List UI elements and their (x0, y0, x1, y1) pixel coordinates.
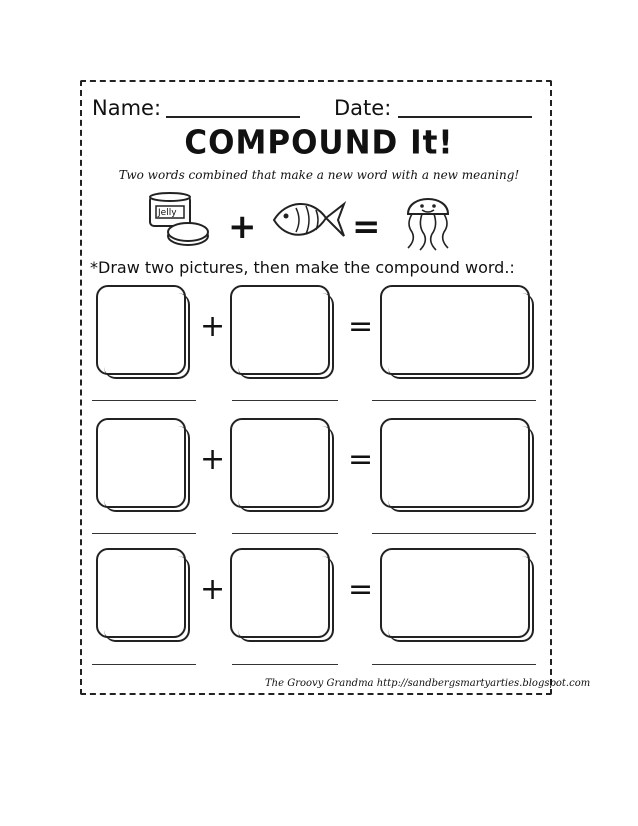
drawing-box-3b[interactable] (230, 548, 330, 638)
equals-sign: = (348, 309, 374, 344)
name-line (166, 116, 300, 118)
name-label: Name: (92, 96, 162, 120)
drawing-box-1b[interactable] (230, 285, 330, 375)
compound-box-3[interactable] (380, 548, 530, 638)
drawing-box-2b[interactable] (230, 418, 330, 508)
drawing-box-2a[interactable] (96, 418, 186, 508)
footer-credit: The Groovy Grandma http://sandbergsmartyarties.blogspot.com (265, 678, 591, 689)
jellyfish-icon (398, 192, 458, 252)
plus-sign: + (200, 309, 226, 344)
answer-line-2c[interactable] (372, 533, 536, 534)
answer-line-3b[interactable] (232, 664, 338, 665)
answer-line-2b[interactable] (232, 533, 338, 534)
jelly-jar-icon (148, 192, 208, 252)
answer-line-1b[interactable] (232, 400, 338, 401)
date-label: Date: (334, 96, 392, 120)
answer-line-1c[interactable] (372, 400, 536, 401)
drawing-box-3a[interactable] (96, 548, 186, 638)
page-title: COMPOUND It! (184, 124, 454, 162)
date-line (398, 116, 532, 118)
answer-line-3c[interactable] (372, 664, 536, 665)
plus-sign: + (200, 572, 226, 607)
equals-sign: = (348, 442, 374, 477)
example-plus: + (228, 207, 257, 247)
answer-line-3a[interactable] (92, 664, 196, 665)
instructions: *Draw two pictures, then make the compound word.: (90, 258, 515, 277)
compound-box-1[interactable] (380, 285, 530, 375)
fish-icon (268, 192, 346, 252)
equals-sign: = (348, 572, 374, 607)
jar-label: Jelly (158, 208, 177, 218)
answer-line-2a[interactable] (92, 533, 196, 534)
answer-line-1a[interactable] (92, 400, 196, 401)
example-equals: = (352, 207, 381, 247)
plus-sign: + (200, 442, 226, 477)
drawing-box-1a[interactable] (96, 285, 186, 375)
compound-box-2[interactable] (380, 418, 530, 508)
subtitle: Two words combined that make a new word with a new meaning! (118, 168, 520, 182)
